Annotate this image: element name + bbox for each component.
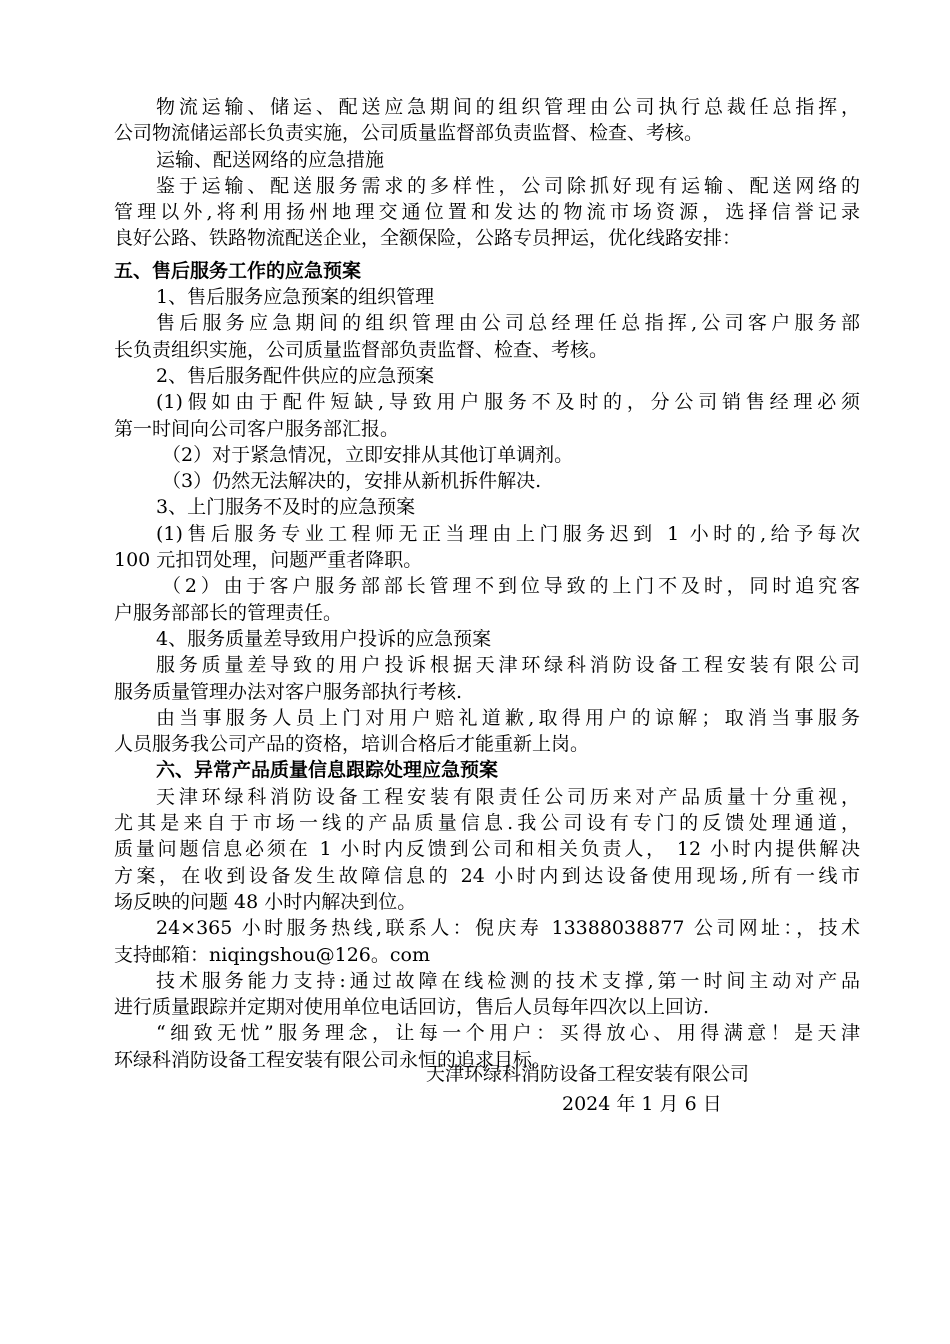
text-line: 2、售后服务配件供应的应急预案	[156, 364, 435, 387]
text-line: 质量问题信息必须在 1 小时内反馈到公司和相关负责人， 12 小时内提供解决	[114, 838, 860, 861]
paragraph	[114, 652, 860, 705]
paragraph	[114, 284, 860, 310]
text-line: 长负责组织实施，公司质量监督部负责监督、检查、考核。	[114, 338, 609, 361]
text-line: (1)假如由于配件短缺,导致用户服务不及时的，分公司销售经理必须	[156, 391, 860, 414]
text-line: 进行质量跟踪并定期对使用单位电话回访，售后人员每年四次以上回访.	[114, 996, 710, 1019]
paragraph	[114, 94, 860, 147]
text-line: （3）仍然无法解决的，安排从新机拆件解决.	[162, 470, 542, 493]
text-line: （2）由于客户服务部部长管理不到位导致的上门不及时，同时追究客	[162, 575, 860, 598]
paragraph	[114, 147, 860, 173]
paragraph	[114, 968, 860, 1021]
text-line: 24×365 小时服务热线,联系人：倪庆寿 13388038877 公司网址：，技术	[156, 917, 860, 940]
section-heading	[114, 258, 860, 284]
text-line: 公司物流储运部长负责实施，公司质量监督部负责监督、检查、考核。	[114, 122, 704, 145]
text-line: 场反映的问题 48 小时内解决到位。	[114, 890, 417, 913]
text-line: 售后服务应急期间的组织管理由公司总经理任总指挥,公司客户服务部	[156, 312, 860, 335]
paragraph	[114, 468, 860, 494]
signature-company: 天津环绿科消防设备工程安装有限公司	[426, 1063, 750, 1085]
paragraph	[114, 521, 860, 574]
paragraph	[114, 494, 860, 520]
text-line: 方案，在收到设备发生故障信息的 24 小时内到达设备使用现场,所有一线市	[114, 864, 860, 887]
text-line: 1、售后服务应急预案的组织管理	[156, 286, 435, 309]
paragraph	[114, 442, 860, 468]
text-line: 物流运输、储运、配送应急期间的组织管理由公司执行总裁任总指挥，	[156, 96, 860, 118]
paragraph	[114, 915, 860, 968]
text-line: 技术服务能力支持:通过故障在线检测的技术支撑,第一时间主动对产品	[156, 969, 860, 992]
text-line: 第一时间向公司客户服务部汇报。	[114, 417, 400, 440]
text-line: 良好公路、铁路物流配送企业，全额保险，公路专员押运，优化线路安排：	[114, 227, 742, 250]
paragraph	[114, 173, 860, 252]
paragraph	[114, 363, 860, 389]
text-line: 3、上门服务不及时的应急预案	[156, 496, 416, 519]
text-line: （2）对于紧急情况，立即安排从其他订单调剂。	[162, 443, 574, 466]
text-line: 管理以外,将利用扬州地理交通位置和发达的物流市场资源，选择信誉记录	[114, 201, 860, 224]
text-line: 环绿科消防设备工程安装有限公司永恒的追求目标。	[114, 1048, 552, 1071]
text-line: (1)售后服务专业工程师无正当理由上门服务迟到 1 小时的,给予每次	[156, 522, 860, 545]
paragraph	[114, 705, 860, 758]
document-body	[114, 94, 860, 1073]
section-heading	[114, 757, 860, 783]
text-line: 服务质量差导致的用户投诉根据天津环绿科消防设备工程安装有限公司	[156, 654, 860, 677]
text-line: 人员服务我公司产品的资格，培训合格后才能重新上岗。	[114, 733, 590, 756]
paragraph	[114, 310, 860, 363]
paragraph	[114, 626, 860, 652]
signature-date: 2024 年 1 月 6 日	[562, 1093, 722, 1115]
text-line: 六、异常产品质量信息跟踪处理应急预案	[156, 759, 499, 782]
text-line: 户服务部部长的管理责任。	[114, 601, 343, 624]
paragraph	[114, 784, 860, 915]
text-line: 天津环绿科消防设备工程安装有限责任公司历来对产品质量十分重视，	[156, 785, 860, 808]
text-line: 服务质量管理办法对客户服务部执行考核.	[114, 680, 463, 703]
text-line: 五、售后服务工作的应急预案	[114, 259, 362, 282]
text-line: 100 元扣罚处理，问题严重者降职。	[114, 549, 423, 572]
text-line: 由当事服务人员上门对用户赔礼道歉,取得用户的谅解；取消当事服务	[156, 706, 860, 729]
text-line: 鉴于运输、配送服务需求的多样性，公司除抓好现有运输、配送网络的	[156, 174, 860, 197]
text-line: 运输、配送网络的应急措施	[156, 148, 385, 171]
paragraph	[114, 573, 860, 626]
paragraph	[114, 389, 860, 442]
text-line: 支持邮箱：niqingshou@126。com	[114, 943, 430, 966]
text-line: 尤其是来自于市场一线的产品质量信息.我公司设有专门的反馈处理通道，	[114, 812, 860, 835]
text-line: 4、服务质量差导致用户投诉的应急预案	[156, 627, 492, 650]
document-page	[114, 94, 860, 1073]
text-line: “细致无忧”服务理念，让每一个用户：买得放心、用得满意！是天津	[156, 1022, 860, 1045]
